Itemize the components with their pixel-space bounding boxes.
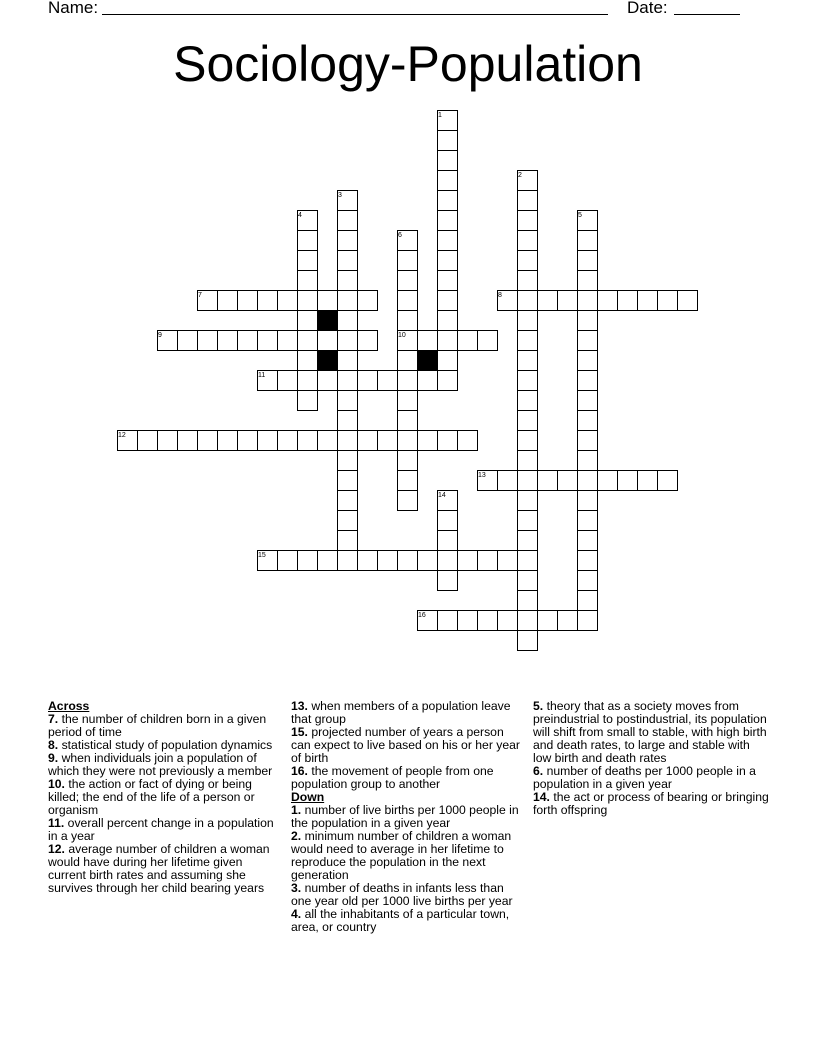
grid-cell[interactable] (397, 410, 418, 431)
clue-across-9 (48, 752, 274, 778)
grid-cell[interactable] (217, 330, 238, 351)
grid-cell[interactable] (337, 270, 358, 291)
grid-cell[interactable] (317, 330, 338, 351)
grid-cell[interactable] (357, 550, 378, 571)
clue-text: the act or process of bearing or bringing forth offspring (533, 790, 769, 817)
black-cell (417, 350, 438, 371)
clue-number: 4. (291, 907, 302, 921)
clue-number: 10. (48, 777, 65, 791)
clue-number: 8. (48, 738, 59, 752)
grid-cell[interactable] (517, 530, 538, 551)
clue-number: 12. (48, 842, 65, 856)
grid-cell[interactable] (317, 290, 338, 311)
grid-cell[interactable] (437, 550, 458, 571)
grid-cell[interactable] (297, 270, 318, 291)
grid-cell[interactable] (477, 610, 498, 631)
clue-text: when individuals join a population of which they were not previously a member (48, 751, 273, 778)
grid-cell[interactable] (517, 550, 538, 571)
grid-cell[interactable] (297, 330, 318, 351)
grid-cell[interactable] (177, 430, 198, 451)
cell-number: 16 (418, 612, 426, 619)
cell-number: 11 (258, 372, 266, 379)
grid-cell[interactable] (517, 330, 538, 351)
grid-cell[interactable] (417, 610, 438, 631)
grid-cell[interactable] (577, 590, 598, 611)
grid-cell[interactable] (377, 550, 398, 571)
grid-cell[interactable] (397, 230, 418, 251)
clue-number: 15. (291, 725, 308, 739)
grid-cell[interactable] (437, 530, 458, 551)
clue-number: 5. (533, 699, 544, 713)
grid-cell[interactable] (397, 290, 418, 311)
cell-number: 12 (118, 432, 126, 439)
grid-cell[interactable] (577, 270, 598, 291)
grid-cell[interactable] (577, 290, 598, 311)
grid-cell[interactable] (297, 430, 318, 451)
grid-cell[interactable] (497, 470, 518, 491)
grid-cell[interactable] (517, 190, 538, 211)
clue-number: 13. (291, 699, 308, 713)
clue-text: number of deaths in infants less than one year old per 1000 live births per year (291, 881, 513, 908)
grid-cell[interactable] (437, 210, 458, 231)
grid-cell[interactable] (517, 170, 538, 191)
grid-cell[interactable] (617, 290, 638, 311)
clue-down-4 (291, 908, 523, 934)
grid-cell[interactable] (497, 610, 518, 631)
grid-cell[interactable] (577, 410, 598, 431)
grid-cell[interactable] (437, 190, 458, 211)
grid-cell[interactable] (577, 330, 598, 351)
grid-cell[interactable] (337, 290, 358, 311)
grid-cell[interactable] (337, 550, 358, 571)
cell-number: 7 (198, 292, 202, 299)
grid-cell[interactable] (597, 470, 618, 491)
cell-number: 15 (258, 552, 266, 559)
grid-cell[interactable] (297, 550, 318, 571)
grid-cell[interactable] (277, 430, 298, 451)
clue-across-7 (48, 713, 274, 739)
grid-cell[interactable] (337, 250, 358, 271)
grid-cell[interactable] (437, 330, 458, 351)
grid-cell[interactable] (437, 170, 458, 191)
clue-text: theory that as a society moves from preindustrial to postindustrial, its population will shift from small to stable, with high birth and death rates, to large and stable with low birth and death rates (533, 699, 767, 765)
grid-cell[interactable] (277, 330, 298, 351)
grid-cell[interactable] (517, 610, 538, 631)
grid-cell[interactable] (477, 550, 498, 571)
grid-cell[interactable] (197, 430, 218, 451)
grid-cell[interactable] (397, 470, 418, 491)
grid-cell[interactable] (557, 470, 578, 491)
grid-cell[interactable] (557, 610, 578, 631)
clue-down-3 (291, 882, 523, 908)
grid-cell[interactable] (397, 490, 418, 511)
grid-cell[interactable] (337, 310, 358, 331)
grid-cell[interactable] (417, 430, 438, 451)
grid-cell[interactable] (517, 270, 538, 291)
grid-cell[interactable] (477, 470, 498, 491)
clue-text: the action or fact of dying or being killed; the end of the life of a person or organism (48, 777, 255, 817)
clue-number: 11. (48, 816, 65, 830)
grid-cell[interactable] (517, 370, 538, 391)
grid-cell[interactable] (437, 230, 458, 251)
grid-cell[interactable] (257, 430, 278, 451)
cell-number: 4 (298, 212, 302, 219)
grid-cell[interactable] (437, 150, 458, 171)
clue-across-10 (48, 778, 274, 817)
clues-column-2 (291, 700, 523, 934)
grid-cell[interactable] (657, 290, 678, 311)
grid-cell[interactable] (337, 430, 358, 451)
grid-cell[interactable] (257, 370, 278, 391)
grid-cell[interactable] (357, 330, 378, 351)
grid-cell[interactable] (517, 290, 538, 311)
grid-cell[interactable] (437, 130, 458, 151)
grid-cell[interactable] (397, 430, 418, 451)
clue-across-11 (48, 817, 274, 843)
grid-cell[interactable] (437, 570, 458, 591)
grid-cell[interactable] (617, 470, 638, 491)
clue-text: the movement of people from one population group to another (291, 764, 494, 791)
grid-cell[interactable] (297, 210, 318, 231)
cell-number: 8 (498, 292, 502, 299)
grid-cell[interactable] (537, 290, 558, 311)
grid-cell[interactable] (337, 410, 358, 431)
clue-number: 2. (291, 829, 302, 843)
grid-cell[interactable] (357, 370, 378, 391)
grid-cell[interactable] (437, 250, 458, 271)
grid-cell[interactable] (437, 490, 458, 511)
grid-cell[interactable] (157, 330, 178, 351)
grid-cell[interactable] (437, 370, 458, 391)
grid-cell[interactable] (517, 630, 538, 651)
grid-cell[interactable] (297, 250, 318, 271)
grid-cell[interactable] (157, 430, 178, 451)
grid-cell[interactable] (277, 370, 298, 391)
clue-number: 9. (48, 751, 59, 765)
grid-cell[interactable] (397, 450, 418, 471)
grid-cell[interactable] (437, 290, 458, 311)
grid-cell[interactable] (577, 230, 598, 251)
clue-across-16 (291, 765, 523, 791)
clue-text: projected number of years a person can expect to live based on his or her year of birth (291, 725, 520, 765)
grid-cell[interactable] (297, 310, 318, 331)
grid-cell[interactable] (517, 470, 538, 491)
grid-cell[interactable] (437, 110, 458, 131)
grid-cell[interactable] (337, 450, 358, 471)
cell-number: 10 (398, 332, 406, 339)
grid-cell[interactable] (517, 510, 538, 531)
grid-cell[interactable] (577, 430, 598, 451)
clue-number: 16. (291, 764, 308, 778)
grid-cell[interactable] (177, 330, 198, 351)
grid-cell[interactable] (297, 390, 318, 411)
grid-cell[interactable] (577, 550, 598, 571)
grid-cell[interactable] (417, 370, 438, 391)
grid-cell[interactable] (257, 550, 278, 571)
grid-cell[interactable] (437, 430, 458, 451)
grid-cell[interactable] (297, 290, 318, 311)
grid-cell[interactable] (517, 310, 538, 331)
clues-column-1 (48, 700, 274, 895)
clue-number: 14. (533, 790, 550, 804)
clue-across-15 (291, 726, 523, 765)
grid-cell[interactable] (337, 390, 358, 411)
grid-cell[interactable] (317, 370, 338, 391)
grid-cell[interactable] (397, 270, 418, 291)
down-heading: Down (291, 790, 325, 804)
grid-cell[interactable] (577, 350, 598, 371)
grid-cell[interactable] (397, 250, 418, 271)
grid-cell[interactable] (117, 430, 138, 451)
grid-cell[interactable] (317, 550, 338, 571)
grid-cell[interactable] (357, 290, 378, 311)
grid-cell[interactable] (497, 550, 518, 571)
clue-down-2 (291, 830, 523, 882)
grid-cell[interactable] (337, 510, 358, 531)
grid-cell[interactable] (297, 370, 318, 391)
grid-cell[interactable] (337, 370, 358, 391)
grid-cell[interactable] (457, 610, 478, 631)
grid-cell[interactable] (457, 330, 478, 351)
grid-cell[interactable] (517, 250, 538, 271)
grid-cell[interactable] (517, 570, 538, 591)
puzzle-title: Sociology-Population (173, 36, 643, 92)
grid-cell[interactable] (337, 530, 358, 551)
grid-cell[interactable] (137, 430, 158, 451)
grid-cell[interactable] (377, 370, 398, 391)
grid-cell[interactable] (377, 430, 398, 451)
grid-cell[interactable] (257, 330, 278, 351)
cell-number: 2 (518, 172, 522, 179)
clue-text: average number of children a woman would have during her lifetime given current birth rates and assuming she survives through her child bearing years (48, 842, 270, 895)
clue-down-1 (291, 804, 523, 830)
cell-number: 6 (398, 232, 402, 239)
grid-cell[interactable] (437, 610, 458, 631)
grid-cell[interactable] (577, 490, 598, 511)
grid-cell[interactable] (497, 290, 518, 311)
cell-number: 5 (578, 212, 582, 219)
grid-cell[interactable] (517, 490, 538, 511)
grid-cell[interactable] (517, 230, 538, 251)
grid-cell[interactable] (537, 470, 558, 491)
grid-cell[interactable] (337, 330, 358, 351)
grid-cell[interactable] (577, 310, 598, 331)
grid-cell[interactable] (577, 390, 598, 411)
clue-down-14 (533, 791, 769, 817)
grid-cell[interactable] (277, 550, 298, 571)
clue-text: minimum number of children a woman would need to average in her lifetime to reproduce the population in the next generation (291, 829, 512, 882)
grid-cell[interactable] (677, 290, 698, 311)
grid-cell[interactable] (657, 470, 678, 491)
grid-cell[interactable] (237, 430, 258, 451)
cell-number: 1 (438, 112, 442, 119)
grid-cell[interactable] (457, 550, 478, 571)
grid-cell[interactable] (437, 510, 458, 531)
grid-cell[interactable] (397, 350, 418, 371)
name-label: Name: (48, 0, 99, 17)
grid-cell[interactable] (237, 330, 258, 351)
grid-cell[interactable] (637, 470, 658, 491)
clue-number: 7. (48, 712, 59, 726)
grid-cell[interactable] (577, 570, 598, 591)
grid-cell[interactable] (257, 290, 278, 311)
grid-cell[interactable] (397, 310, 418, 331)
grid-cell[interactable] (417, 550, 438, 571)
grid-cell[interactable] (457, 430, 478, 451)
grid-cell[interactable] (217, 290, 238, 311)
grid-cell[interactable] (577, 250, 598, 271)
grid-cell[interactable] (517, 390, 538, 411)
grid-cell[interactable] (517, 210, 538, 231)
black-cell (317, 310, 338, 331)
grid-cell[interactable] (397, 370, 418, 391)
cell-number: 14 (438, 492, 446, 499)
grid-cell[interactable] (437, 270, 458, 291)
grid-cell[interactable] (397, 390, 418, 411)
grid-cell[interactable] (337, 490, 358, 511)
grid-cell[interactable] (217, 430, 238, 451)
clue-text: overall percent change in a population in a year (48, 816, 274, 843)
grid-cell[interactable] (237, 290, 258, 311)
grid-cell[interactable] (597, 290, 618, 311)
grid-cell[interactable] (577, 610, 598, 631)
grid-cell[interactable] (197, 290, 218, 311)
grid-cell[interactable] (517, 350, 538, 371)
date-label: Date: (627, 0, 668, 17)
grid-cell[interactable] (517, 430, 538, 451)
grid-cell[interactable] (637, 290, 658, 311)
grid-cell[interactable] (397, 330, 418, 351)
grid-cell[interactable] (397, 550, 418, 571)
clue-number: 6. (533, 764, 544, 778)
grid-cell[interactable] (337, 350, 358, 371)
grid-cell[interactable] (517, 590, 538, 611)
grid-cell[interactable] (577, 450, 598, 471)
clue-text: number of live births per 1000 people in the population in a given year (291, 803, 519, 830)
black-cell (317, 350, 338, 371)
clue-text: number of deaths per 1000 people in a population in a given year (533, 764, 756, 791)
cell-number: 3 (338, 192, 342, 199)
grid-cell[interactable] (357, 430, 378, 451)
clue-number: 3. (291, 881, 302, 895)
grid-cell[interactable] (517, 410, 538, 431)
grid-cell[interactable] (437, 310, 458, 331)
grid-cell[interactable] (297, 350, 318, 371)
clue-across-12 (48, 843, 274, 895)
grid-cell[interactable] (537, 610, 558, 631)
grid-cell[interactable] (577, 530, 598, 551)
clues-column-3 (533, 700, 769, 817)
grid-cell[interactable] (417, 330, 438, 351)
grid-cell[interactable] (477, 330, 498, 351)
grid-cell[interactable] (337, 470, 358, 491)
across-heading: Across (48, 699, 90, 713)
grid-cell[interactable] (297, 230, 318, 251)
cell-number: 13 (478, 472, 486, 479)
clue-text: statistical study of population dynamics (61, 738, 273, 752)
clue-text: the number of children born in a given period of time (48, 712, 267, 739)
grid-cell[interactable] (577, 210, 598, 231)
grid-cell[interactable] (337, 230, 358, 251)
clue-number: 1. (291, 803, 302, 817)
clue-down-6 (533, 765, 769, 791)
clue-across-13 (291, 700, 523, 726)
grid-cell[interactable] (337, 210, 358, 231)
grid-cell[interactable] (337, 190, 358, 211)
grid-cell[interactable] (197, 330, 218, 351)
cell-number: 9 (158, 332, 162, 339)
grid-cell[interactable] (517, 450, 538, 471)
clue-text: all the inhabitants of a particular town, area, or country (291, 907, 510, 934)
clue-down-5 (533, 700, 769, 765)
grid-cell[interactable] (577, 370, 598, 391)
grid-cell[interactable] (577, 510, 598, 531)
grid-cell[interactable] (277, 290, 298, 311)
clue-text: when members of a population leave that group (291, 699, 511, 726)
grid-cell[interactable] (317, 430, 338, 451)
grid-cell[interactable] (557, 290, 578, 311)
grid-cell[interactable] (577, 470, 598, 491)
grid-cell[interactable] (437, 350, 458, 371)
